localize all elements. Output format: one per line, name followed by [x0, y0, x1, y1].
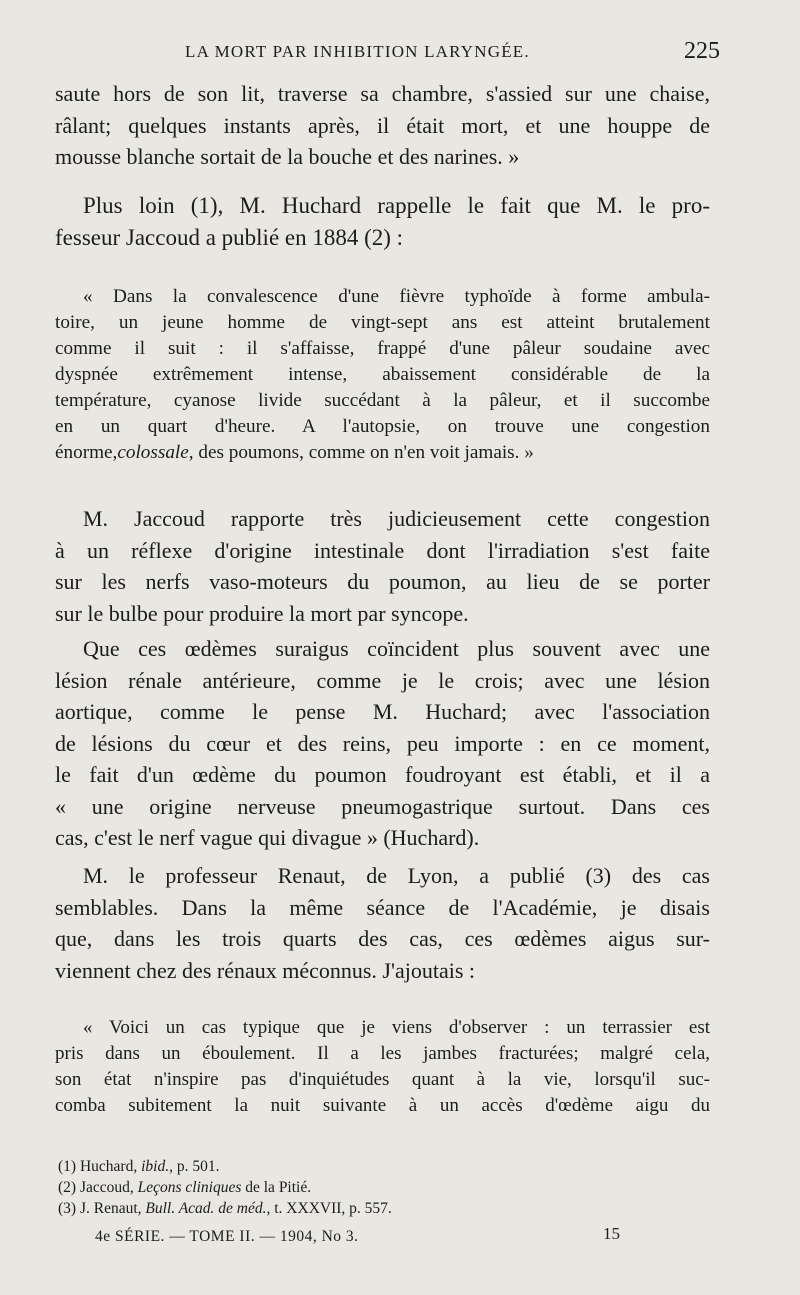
text-run: énorme, [55, 442, 118, 463]
text-line: aortique, comme le pense M. Huchard; avec l'association [55, 699, 710, 724]
text-line: comba subitement la nuit suivante à un accès d'œdème aigu du [55, 1095, 710, 1116]
text-line: à un réflexe d'origine intestinale dont l'irradiation s'est faite [55, 537, 710, 563]
text-line: dyspnée extrêmement intense, abaissement considérable de la [55, 364, 710, 385]
text-line: sur le bulbe pour produire la mort par syncope. [55, 600, 469, 626]
text-line: de lésions du cœur et des reins, peu importe : en ce moment, [55, 730, 710, 756]
paragraph-1 [55, 78, 710, 173]
text-line: son état n'inspire pas d'inquiétudes quant à la vie, lorsqu'il suc- [55, 1069, 710, 1090]
text-line: en un quart d'heure. A l'autopsie, on trouve une congestion [55, 416, 710, 437]
footnote-number: (1) [58, 1158, 80, 1175]
text-line: sur les nerfs vaso-moteurs du poumon, au lieu de se porter [55, 569, 710, 594]
text-line: semblables. Dans la même séance de l'Académie, je disais [55, 894, 710, 920]
text-line: « Dans la convalescence d'une fièvre typhoïde à forme ambula- [83, 286, 710, 307]
footnote-author: Huchard, [79, 1158, 142, 1175]
footnote-number: (3) [58, 1200, 80, 1217]
text-line: « une origine nerveuse pneumogastrique surtout. Dans ces [55, 793, 710, 819]
text-line: toire, un jeune homme de vingt-sept ans est atteint brutalement [55, 312, 710, 333]
text-line: Que ces œdèmes suraigus coïncident plus souvent avec une [83, 636, 710, 661]
text-line: viennent chez des rénaux méconnus. J'ajoutais : [55, 957, 475, 983]
signature-mark: 15 [603, 1224, 620, 1243]
text-line: M. le professeur Renaut, de Lyon, a publié (3) des cas [83, 863, 710, 888]
footnote-title: Leçons cliniques [137, 1179, 242, 1196]
text-line: saute hors de son lit, traverse sa chambre, s'assied sur une chaise, [55, 81, 710, 106]
paragraph-4 [55, 633, 710, 854]
quotation-2 [55, 1015, 710, 1119]
footnote-ref: , p. 501. [169, 1158, 220, 1175]
page-number: 225 [684, 38, 720, 64]
text-line: température, cyanose livide succédant à la pâleur, et il succombe [55, 390, 710, 411]
text-line: fesseur Jaccoud a publié en 1884 (2) : [55, 224, 404, 250]
text-line: Plus loin (1), M. Huchard rappelle le fait que M. le pro- [83, 193, 710, 218]
text-line: pris dans un éboulement. Il a les jambes fracturées; malgré cela, [55, 1043, 710, 1064]
footnote-number: (2) [58, 1179, 80, 1196]
text-run: , des poumons, comme on n'en voit jamais. » [188, 442, 534, 463]
footnote-ref: de la Pitié. [241, 1179, 312, 1196]
quotation-1 [55, 284, 710, 466]
running-title: LA MORT PAR INHIBITION LARYNGÉE. [185, 42, 530, 61]
text-line: râlant; quelques instants après, il était mort, et une houppe de [55, 112, 710, 138]
page-header [60, 38, 720, 68]
paragraph-2 [55, 190, 710, 253]
footnotes [58, 1156, 713, 1219]
text-line: cas, c'est le nerf vague qui divague » (Huchard). [55, 825, 480, 850]
text-line: mousse blanche sortait de la bouche et des narines. » [55, 144, 520, 169]
footnote-2 [58, 1177, 713, 1198]
footnote-1 [58, 1156, 713, 1177]
footnote-title: ibid. [141, 1158, 170, 1175]
text-line: « Voici un cas typique que je viens d'observer : un terrassier est [83, 1017, 710, 1038]
text-line: comme il suit : il s'affaisse, frappé d'une pâleur soudaine avec [55, 338, 710, 359]
text-line: lésion rénale antérieure, comme je le crois; avec une lésion [55, 667, 710, 693]
text-line [55, 440, 710, 466]
footnote-ref: , t. XXXVII, p. 557. [266, 1200, 392, 1217]
series-info: 4e SÉRIE. — TOME II. — 1904, No 3. [95, 1228, 359, 1245]
footnote-3 [58, 1198, 713, 1219]
footnote-title: Bull. Acad. de méd. [145, 1200, 267, 1217]
italic-word: colossale [117, 442, 189, 463]
text-line: que, dans les trois quarts des cas, ces œdèmes aigus sur- [55, 926, 710, 951]
text-line: M. Jaccoud rapporte très judicieusement cette congestion [83, 506, 710, 531]
paragraph-5 [55, 860, 710, 986]
footnote-author: Jaccoud, [79, 1179, 138, 1196]
paragraph-3 [55, 503, 710, 629]
text-line: le fait d'un œdème du poumon foudroyant est établi, et il a [55, 762, 710, 787]
footnote-author: J. Renaut, [79, 1200, 146, 1217]
